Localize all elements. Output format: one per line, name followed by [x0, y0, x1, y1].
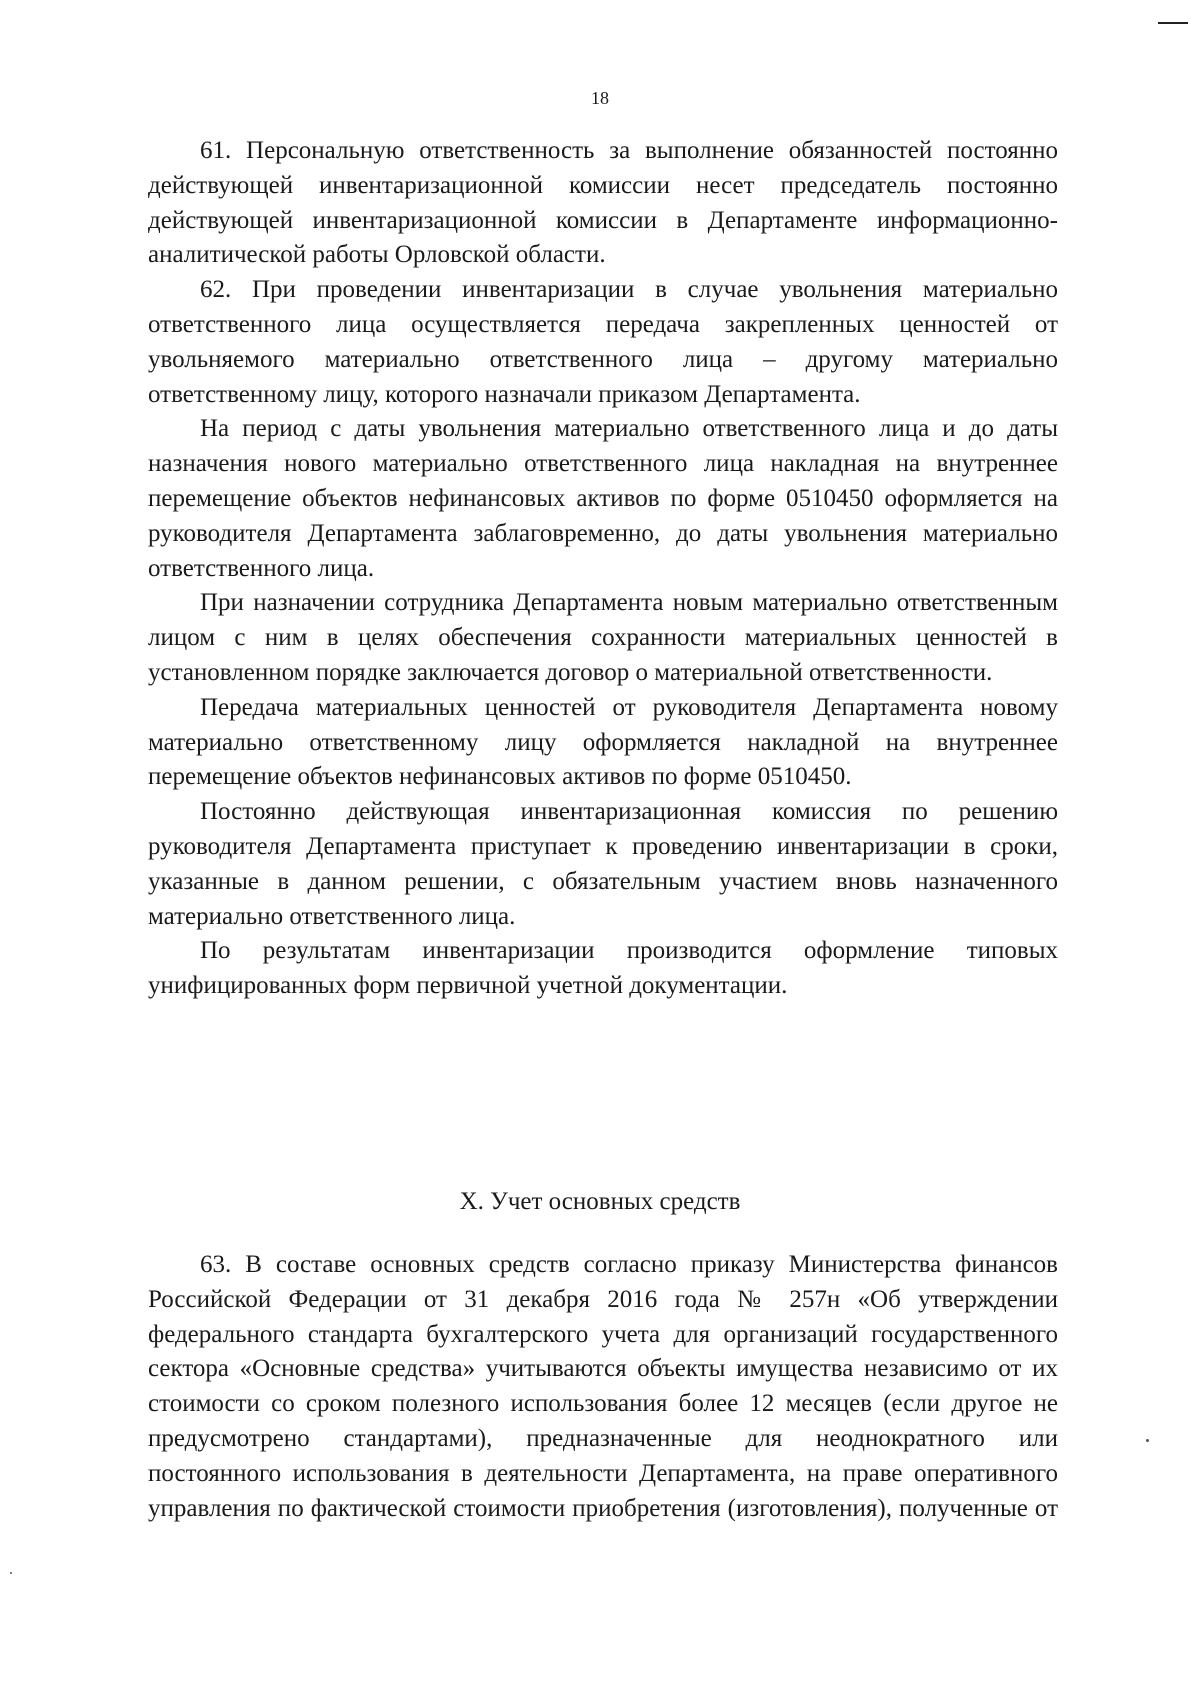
page-number: 18: [591, 88, 609, 108]
corner-dash-mark: [1158, 22, 1188, 24]
scan-speck: [1146, 1439, 1149, 1442]
body-text: [148, 134, 1058, 1004]
section-body-text: [148, 1248, 1058, 1526]
paragraph-interim-period: На период с даты увольнения материально ответственного лица и до даты назначения нового материально ответственного лица накладная на внутреннее перемещение объектов нефинансовых активов по форме 0510450 оформляется на руководителя Департамента заблаговременно, до даты увольнения материально ответственного лица.: [148, 415, 1058, 582]
paragraph-appointment: При назначении сотрудника Департамента новым материально ответственным лицом с ним в целях обеспечения сохранности материальных ценностей в установленном порядке заключается договор о материальной ответственности.: [148, 589, 1058, 686]
scan-speck: [10, 1572, 12, 1574]
paragraph-commission: Постоянно действующая инвентаризационная комиссия по решению руководителя Департамента приступает к проведению инвентаризации в сроки, указанные в данном решении, с обязательным участием вновь назначенного материально ответственного лица.: [148, 798, 1058, 930]
paragraph-63: 63. В составе основных средств согласно приказу Министерства финансов Российской Федерации от 31 декабря 2016 года № 257н «Об утверждении федерального стандарта бухгалтерского учета для организаций государственного сектора «Основные средства» учитываются объекты имущества независимо от их стоимости со сроком полезного использования более 12 месяцев (если другое не предусмотрено стандартами), предназначенные для неоднократного или постоянного использования в деятельности Департамента, на праве оперативного управления по фактической стоимости приобретения (изготовления), полученные от: [148, 1251, 1058, 1522]
section-heading: X. Учет основных средств: [459, 1188, 741, 1215]
paragraph-results: По результатам инвентаризации производится оформление типовых унифицированных форм первичной учетной документации.: [148, 937, 1058, 1000]
paragraph-62: 62. При проведении инвентаризации в случае увольнения материально ответственного лица осуществляется передача закрепленных ценностей от увольняемого материально ответственного лица – другому материально ответственному лицу, которого назначали приказом Департамента.: [148, 276, 1058, 408]
paragraph-61: 61. Персональную ответственность за выполнение обязанностей постоянно действующей инвентаризационной комиссии несет председатель постоянно действующей инвентаризационной комиссии в Департаменте информационно-аналитической работы Орловской области.: [148, 137, 1058, 269]
paragraph-transfer: Передача материальных ценностей от руководителя Департамента новому материально ответственному лицу оформляется накладной на внутреннее перемещение объектов нефинансовых активов по форме 0510450.: [148, 693, 1058, 791]
